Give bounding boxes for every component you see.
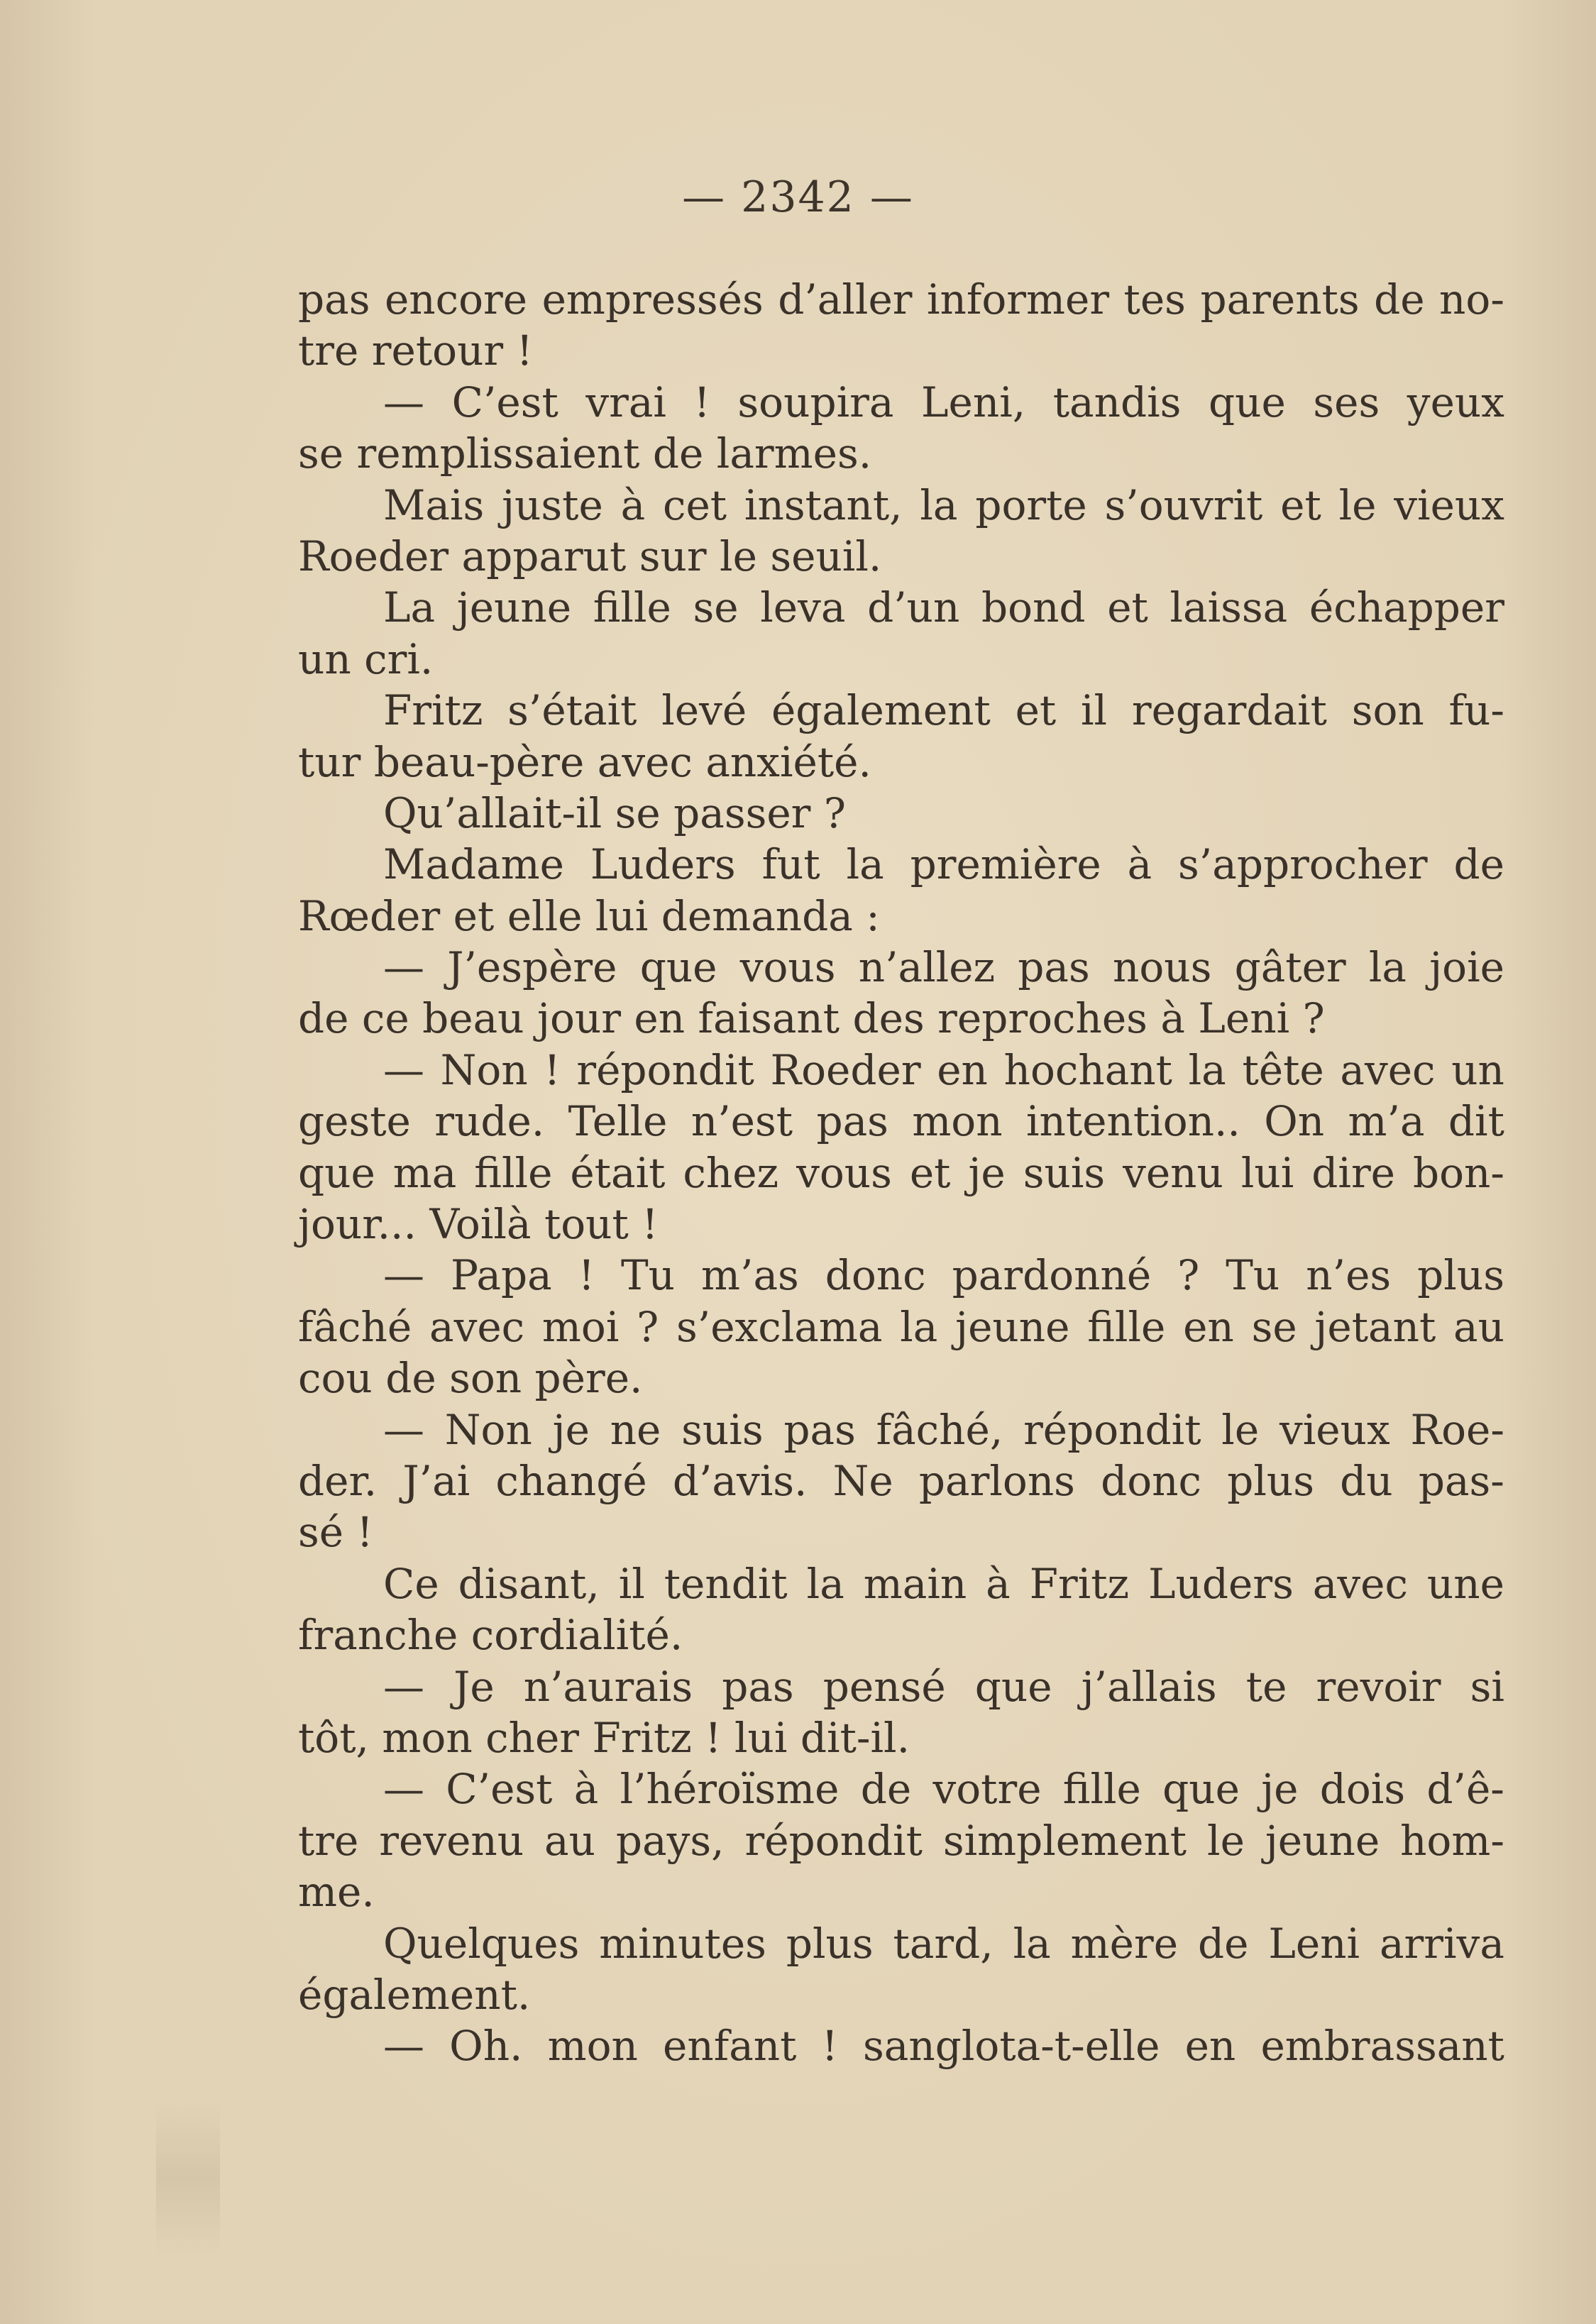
text-line: que ma fille était chez vous et je suis venu lui dire bon- bbox=[298, 1148, 1504, 1197]
text-line: cou de son père. bbox=[298, 1354, 643, 1403]
body-text bbox=[298, 274, 1504, 2072]
text-line: tôt, mon cher Fritz ! lui dit-il. bbox=[298, 1713, 910, 1762]
text-line: un cri. bbox=[298, 634, 434, 683]
text-line: jour... Voilà tout ! bbox=[298, 1200, 659, 1249]
text-line: me. bbox=[298, 1868, 375, 1917]
text-line: Mais juste à cet instant, la porte s’ouvrit et le vieux bbox=[383, 480, 1504, 529]
text-line: Fritz s’était levé également et il regardait son fu- bbox=[383, 686, 1504, 735]
page-number: — 2342 — bbox=[682, 172, 914, 222]
text-line: fâché avec moi ? s’exclama la jeune fille en se jetant au bbox=[298, 1302, 1504, 1351]
text-line: — C’est vrai ! soupira Leni, tandis que ses yeux bbox=[383, 378, 1504, 426]
text-line: Ce disant, il tendit la main à Fritz Luders avec une bbox=[383, 1559, 1504, 1608]
text-line: — C’est à l’héroïsme de votre fille que je dois d’ê- bbox=[383, 1765, 1504, 1814]
text-line: sé ! bbox=[298, 1508, 373, 1557]
text-line: — Je n’aurais pas pensé que j’allais te revoir si bbox=[383, 1662, 1504, 1711]
text-line: également. bbox=[298, 1970, 531, 2019]
text-line: der. J’ai changé d’avis. Ne parlons donc plus du pas- bbox=[298, 1456, 1504, 1505]
paper-stain bbox=[156, 2100, 220, 2257]
text-line: Rœder et elle lui demanda : bbox=[298, 891, 880, 940]
text-line: se remplissaient de larmes. bbox=[298, 429, 872, 478]
text-line: de ce beau jour en faisant des reproches à Leni ? bbox=[298, 994, 1325, 1043]
text-line: La jeune fille se leva d’un bond et laissa échapper bbox=[383, 583, 1504, 632]
text-line: — Non je ne suis pas fâché, répondit le vieux Roe- bbox=[383, 1405, 1504, 1454]
text-line: Qu’allait-il se passer ? bbox=[383, 788, 846, 837]
text-line: geste rude. Telle n’est pas mon intention.. On m’a dit bbox=[298, 1097, 1504, 1146]
text-line: — J’espère que vous n’allez pas nous gâter la joie bbox=[383, 943, 1504, 992]
text-line: franche cordialité. bbox=[298, 1611, 683, 1660]
text-line: — Non ! répondit Roeder en hochant la tête avec un bbox=[383, 1045, 1504, 1094]
text-line: — Papa ! Tu m’as donc pardonné ? Tu n’es plus bbox=[383, 1251, 1504, 1300]
text-line: pas encore empressés d’aller informer tes parents de no- bbox=[298, 275, 1504, 324]
text-line: tre retour ! bbox=[298, 326, 533, 375]
text-line: tre revenu au pays, répondit simplement le jeune hom- bbox=[298, 1816, 1504, 1865]
text-line: Roeder apparut sur le seuil. bbox=[298, 532, 882, 580]
text-line: Quelques minutes plus tard, la mère de Leni arriva bbox=[383, 1919, 1504, 1968]
text-line: tur beau-père avec anxiété. bbox=[298, 737, 871, 786]
text-line: — Oh. mon enfant ! sanglota-t-elle en embrassant bbox=[383, 2022, 1504, 2071]
text-line: Madame Luders fut la première à s’approcher de bbox=[383, 840, 1504, 889]
